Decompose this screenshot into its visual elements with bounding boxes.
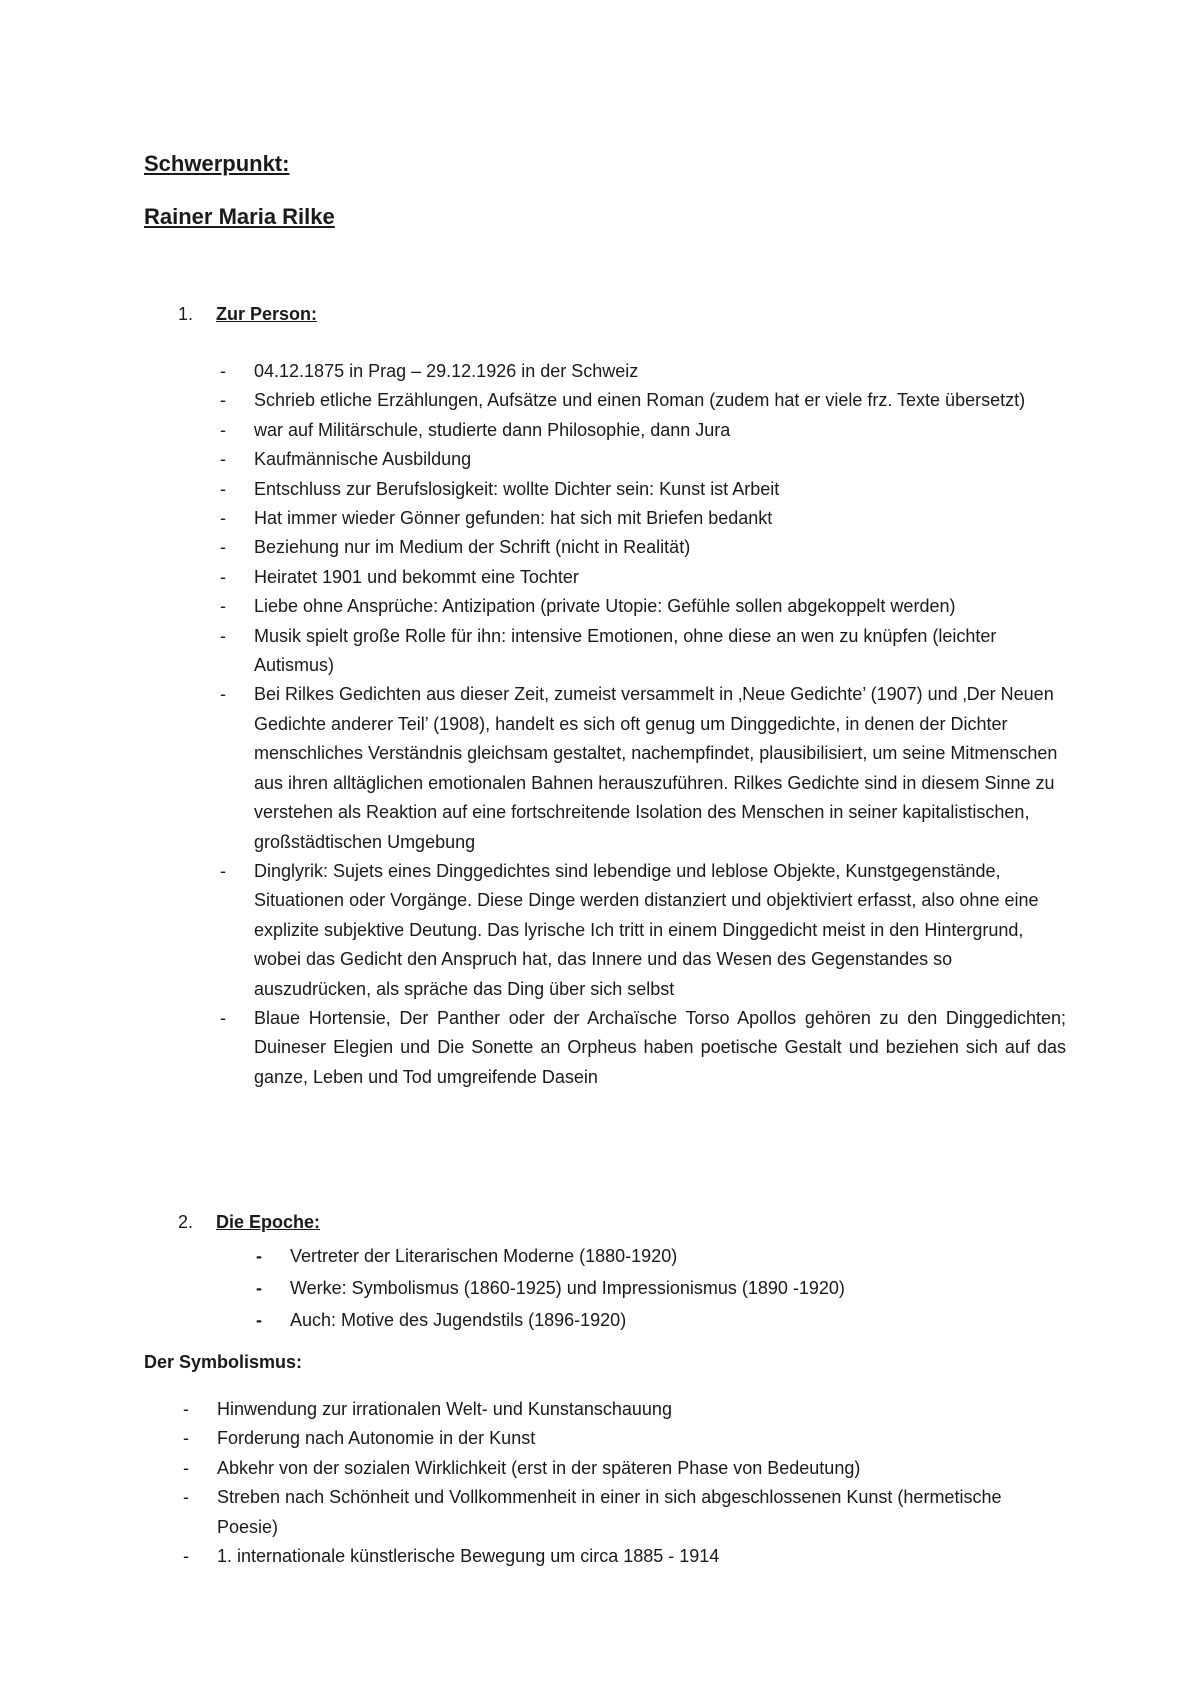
dash-bullet: - bbox=[220, 478, 226, 499]
dash-bullet: - bbox=[220, 625, 226, 646]
list-item bbox=[220, 386, 1066, 415]
list-item bbox=[183, 1542, 1067, 1571]
dash-bullet: - bbox=[183, 1487, 189, 1508]
dash-bullet: - bbox=[256, 1246, 262, 1266]
list-item-text: Streben nach Schönheit und Vollkommenheit in einer in sich abgeschlossenen Kunst (hermetische Poesie) bbox=[217, 1487, 1002, 1537]
section-heading-epoche bbox=[178, 1209, 320, 1235]
section-number: 1. bbox=[178, 304, 194, 324]
dash-bullet: - bbox=[220, 419, 226, 440]
dash-bullet: - bbox=[220, 508, 226, 529]
list-item-text: Blaue Hortensie, Der Panther oder der Archaïsche Torso Apollos gehören zu den Dinggedichten; Duineser Elegien und Die Sonette an Orpheus haben poetische Gestalt und beziehen sich auf das ganze, Leben und Tod umgreifende Dasein bbox=[254, 1007, 1066, 1087]
list-item-text: Dinglyrik: Sujets eines Dinggedichtes sind lebendige und leblose Objekte, Kunstgegenstände, Situationen oder Vorgänge. Diese Dinge werden distanziert und objektiviert erfasst, also ohne eine explizite subjektive Deutung. Das lyrische Ich tritt in einem Dinggedicht meist in den Hintergrund, wobei das Gedicht den Anspruch hat, das Innere und das Wesen des Gegenstandes so auszudrücken, als spräche das Ding über sich selbst bbox=[254, 860, 1039, 999]
dash-bullet: - bbox=[220, 537, 226, 558]
list-item-text: Hinwendung zur irrationalen Welt- und Kunstanschauung bbox=[217, 1399, 672, 1419]
dash-bullet: - bbox=[256, 1310, 262, 1330]
list-item-text: Liebe ohne Ansprüche: Antizipation (private Utopie: Gefühle sollen abgekoppelt werden) bbox=[254, 596, 956, 617]
section-number: 2. bbox=[178, 1212, 194, 1232]
list-item bbox=[220, 357, 1066, 386]
section-heading-person bbox=[178, 301, 317, 327]
list-item bbox=[220, 533, 1066, 562]
list-item bbox=[220, 504, 1066, 533]
symbolismus-heading: Der Symbolismus: bbox=[144, 1352, 303, 1372]
dash-bullet: - bbox=[183, 1399, 189, 1419]
page-subtitle: Rainer Maria Rilke bbox=[144, 204, 335, 229]
symbolismus-list bbox=[183, 1395, 1067, 1571]
list-item-text: Kaufmännische Ausbildung bbox=[254, 449, 472, 470]
epoche-list bbox=[256, 1240, 1050, 1336]
dash-bullet: - bbox=[256, 1278, 262, 1298]
page-title: Schwerpunkt: bbox=[144, 151, 290, 176]
dash-bullet: - bbox=[220, 449, 226, 470]
list-item-text: Schrieb etliche Erzählungen, Aufsätze und einen Roman (zudem hat er viele frz. Texte übersetzt) bbox=[254, 390, 1026, 411]
list-item-text: Heiratet 1901 und bekommt eine Tochter bbox=[254, 566, 579, 587]
list-item bbox=[220, 475, 1066, 504]
list-item-text: Entschluss zur Berufslosigkeit: wollte Dichter sein: Kunst ist Arbeit bbox=[254, 478, 780, 499]
list-item-text: Abkehr von der sozialen Wirklichkeit (erst in der späteren Phase von Bedeutung) bbox=[217, 1457, 861, 1478]
list-item bbox=[183, 1454, 1067, 1483]
dash-bullet: - bbox=[220, 1007, 226, 1028]
list-item-text: 1. internationale künstlerische Bewegung um circa 1885 - 1914 bbox=[217, 1546, 720, 1567]
dash-bullet: - bbox=[220, 390, 226, 411]
dash-bullet: - bbox=[183, 1457, 189, 1478]
list-item bbox=[220, 1004, 1066, 1092]
list-item bbox=[220, 416, 1066, 445]
section-label: Zur Person: bbox=[216, 304, 318, 324]
list-item-text: Musik spielt große Rolle für ihn: intensive Emotionen, ohne diese an wen zu knüpfen (leichter Autismus) bbox=[254, 625, 997, 676]
list-item-text: Beziehung nur im Medium der Schrift (nicht in Realität) bbox=[254, 537, 691, 558]
dash-bullet: - bbox=[183, 1428, 189, 1449]
dash-bullet: - bbox=[220, 361, 226, 381]
list-item bbox=[256, 1304, 1050, 1336]
list-item bbox=[183, 1424, 1067, 1453]
dash-bullet: - bbox=[220, 860, 226, 881]
person-list bbox=[220, 357, 1066, 1092]
list-item bbox=[220, 445, 1066, 474]
list-item-text: Werke: Symbolismus (1860-1925) und Impressionismus (1890 -1920) bbox=[290, 1278, 845, 1298]
list-item-text: Auch: Motive des Jugendstils (1896-1920) bbox=[290, 1310, 627, 1330]
dash-bullet: - bbox=[220, 566, 226, 587]
list-item bbox=[183, 1395, 1067, 1424]
list-item bbox=[220, 622, 1066, 681]
list-item-text: Bei Rilkes Gedichten aus dieser Zeit, zumeist versammelt in ‚Neue Gedichte’ (1907) und ‚Der Neuen Gedichte anderer Teil’ (1908), handelt es sich oft genug um Dinggedichte, in denen der Dichter menschliches Verständnis gleichsam gestaltet, nachempfindet, plausibilisiert, um seine Mitmenschen aus ihren alltäglichen emotionalen Bahnen herauszuführen. Rilkes Gedichte sind in diesem Sinne zu verstehen als Reaktion auf eine fortschreitende Isolation des Menschen in seiner kapitalistischen, großstädtischen Umgebung bbox=[254, 684, 1058, 852]
list-item-text: Forderung nach Autonomie in der Kunst bbox=[217, 1428, 536, 1449]
list-item-text: 04.12.1875 in Prag – 29.12.1926 in der Schweiz bbox=[254, 361, 639, 381]
list-item-text: Vertreter der Literarischen Moderne (1880-1920) bbox=[290, 1246, 678, 1266]
dash-bullet: - bbox=[220, 684, 226, 705]
list-item bbox=[220, 857, 1066, 1004]
list-item bbox=[256, 1272, 1050, 1304]
dash-bullet: - bbox=[183, 1546, 189, 1567]
list-item bbox=[220, 563, 1066, 592]
section-label: Die Epoche: bbox=[216, 1212, 321, 1232]
list-item-text: war auf Militärschule, studierte dann Philosophie, dann Jura bbox=[254, 419, 731, 440]
list-item bbox=[220, 592, 1066, 621]
list-item-text: Hat immer wieder Gönner gefunden: hat sich mit Briefen bedankt bbox=[254, 508, 773, 529]
list-item bbox=[220, 680, 1066, 856]
dash-bullet: - bbox=[220, 596, 226, 617]
list-item bbox=[256, 1240, 1050, 1272]
list-item bbox=[183, 1483, 1067, 1542]
